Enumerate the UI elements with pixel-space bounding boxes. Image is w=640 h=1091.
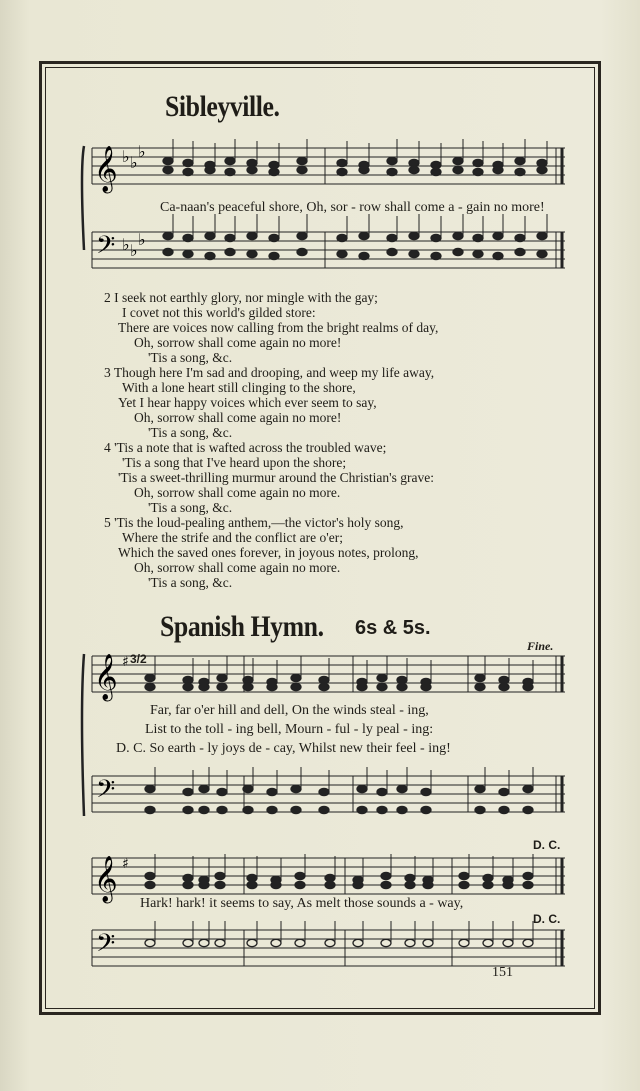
notehead — [387, 157, 397, 164]
notehead — [397, 806, 407, 813]
hymn-title-spanish-hymn: Spanish Hymn. — [160, 610, 324, 643]
notehead — [397, 676, 407, 683]
notehead — [337, 234, 347, 241]
notehead — [421, 788, 431, 795]
verse-line: Oh, sorrow shall come again no more! — [134, 410, 342, 425]
notehead — [319, 788, 329, 795]
notehead — [271, 881, 281, 888]
notehead — [199, 683, 209, 690]
spanish-lyrics-1: Far, far o'er hill and dell, On the winds steal - ing, — [150, 703, 429, 718]
notehead — [515, 157, 525, 164]
svg-text:♯: ♯ — [122, 654, 129, 670]
notehead — [473, 234, 483, 241]
spanish-lyrics-4: Hark! hark! it seems to say, As melt those sounds a - way, — [140, 896, 464, 911]
spanish-lyrics-2: List to the toll - ing bell, Mourn - ful - ly peal - ing: — [145, 722, 434, 737]
hymn-title-sibleyville: Sibleyville. — [165, 90, 280, 123]
notehead — [319, 676, 329, 683]
notehead — [475, 683, 485, 690]
notehead — [431, 161, 441, 168]
notehead — [269, 168, 279, 175]
notehead — [397, 683, 407, 690]
treble-staff-2 — [80, 646, 570, 706]
verse-line: Which the saved ones forever, in joyous notes, prolong, — [118, 545, 419, 560]
notehead — [183, 874, 193, 881]
verse-line: 4 'Tis a note that is wafted across the troubled wave; — [104, 440, 387, 455]
notehead — [243, 785, 253, 792]
notehead — [475, 806, 485, 813]
notehead — [515, 168, 525, 175]
notehead — [199, 939, 209, 946]
notehead — [523, 872, 533, 879]
notehead — [325, 881, 335, 888]
notehead — [291, 683, 301, 690]
notehead — [473, 168, 483, 175]
dc-marking-upper: D. C. — [533, 838, 561, 852]
verse-line: 3 Though here I'm sad and drooping, and weep my life away, — [104, 365, 435, 380]
time-signature: 3/2 — [130, 652, 147, 666]
notehead — [515, 248, 525, 255]
notehead — [267, 788, 277, 795]
notehead — [499, 788, 509, 795]
verse-line: 'Tis a song, &c. — [148, 575, 233, 590]
hymn1-lyric-line: Ca-naan's peaceful shore, Oh, sor - row shall come a - gain no more! — [160, 200, 545, 215]
page-number: 151 — [492, 965, 513, 980]
notehead — [397, 785, 407, 792]
notehead — [537, 166, 547, 173]
notehead — [199, 881, 209, 888]
svg-text:♭: ♭ — [138, 230, 146, 249]
notehead — [247, 874, 257, 881]
notehead — [217, 674, 227, 681]
notehead — [483, 939, 493, 946]
notehead — [145, 785, 155, 792]
notehead — [145, 674, 155, 681]
notehead — [483, 881, 493, 888]
notehead — [475, 674, 485, 681]
verse-line: Oh, sorrow shall come again no more. — [134, 560, 341, 575]
notehead — [183, 250, 193, 257]
notehead — [377, 806, 387, 813]
notehead — [377, 674, 387, 681]
notehead — [183, 159, 193, 166]
verse-5 — [104, 515, 419, 590]
notehead — [163, 232, 173, 239]
notehead — [523, 806, 533, 813]
notehead — [217, 788, 227, 795]
notehead — [537, 232, 547, 239]
notehead — [493, 166, 503, 173]
notehead — [297, 232, 307, 239]
notehead — [205, 252, 215, 259]
notehead — [183, 806, 193, 813]
notehead — [297, 166, 307, 173]
notehead — [453, 232, 463, 239]
notehead — [291, 785, 301, 792]
notehead — [183, 683, 193, 690]
notehead — [183, 234, 193, 241]
notehead — [269, 161, 279, 168]
notehead — [269, 252, 279, 259]
notehead — [493, 232, 503, 239]
notehead — [423, 939, 433, 946]
svg-text:𝄢: 𝄢 — [96, 775, 116, 810]
notehead — [409, 159, 419, 166]
notehead — [297, 157, 307, 164]
notehead — [295, 872, 305, 879]
notehead — [499, 676, 509, 683]
verse-line: 2 I seek not earthly glory, nor mingle with the gay; — [104, 290, 378, 305]
notehead — [243, 683, 253, 690]
notehead — [243, 806, 253, 813]
notehead — [423, 881, 433, 888]
notehead — [247, 881, 257, 888]
notehead — [503, 881, 513, 888]
notehead — [409, 166, 419, 173]
notehead — [243, 676, 253, 683]
notehead — [215, 939, 225, 946]
notehead — [337, 250, 347, 257]
verse-line: Oh, sorrow shall come again no more! — [134, 335, 342, 350]
notehead — [269, 234, 279, 241]
notehead — [325, 874, 335, 881]
spanish-lyrics-3: D. C. So earth - ly joys de - cay, Whilst new their feel - ing! — [116, 741, 451, 756]
notehead — [431, 252, 441, 259]
notehead — [523, 939, 533, 946]
notehead — [353, 881, 363, 888]
notehead — [145, 806, 155, 813]
verse-2 — [104, 290, 438, 365]
notehead — [163, 157, 173, 164]
notehead — [225, 157, 235, 164]
notehead — [357, 806, 367, 813]
notehead — [183, 881, 193, 888]
notehead — [199, 806, 209, 813]
notehead — [145, 872, 155, 879]
notehead — [225, 248, 235, 255]
notehead — [537, 159, 547, 166]
notehead — [499, 806, 509, 813]
notehead — [475, 785, 485, 792]
notehead — [503, 939, 513, 946]
notehead — [163, 166, 173, 173]
notehead — [291, 674, 301, 681]
hymn-meter: 6s & 5s. — [355, 617, 431, 639]
dc-marking-lower: D. C. — [533, 912, 561, 926]
notehead — [337, 159, 347, 166]
notehead — [319, 806, 329, 813]
notehead — [295, 939, 305, 946]
notehead — [217, 683, 227, 690]
notehead — [431, 234, 441, 241]
notehead — [247, 166, 257, 173]
notehead — [295, 881, 305, 888]
notehead — [377, 788, 387, 795]
verse-line: 5 'Tis the loud-pealing anthem,—the victor's holy song, — [104, 515, 404, 530]
verse-line: Where the strife and the conflict are o'er; — [122, 530, 343, 545]
notehead — [325, 939, 335, 946]
notehead — [291, 806, 301, 813]
notehead — [247, 250, 257, 257]
notehead — [387, 248, 397, 255]
notehead — [421, 806, 431, 813]
notehead — [405, 874, 415, 881]
notehead — [247, 232, 257, 239]
svg-text:𝄢: 𝄢 — [96, 231, 116, 266]
notehead — [523, 785, 533, 792]
notehead — [205, 166, 215, 173]
verse-line: I covet not this world's gilded store: — [122, 305, 316, 320]
notehead — [183, 939, 193, 946]
notehead — [459, 881, 469, 888]
notehead — [225, 168, 235, 175]
notehead — [377, 683, 387, 690]
notehead — [353, 939, 363, 946]
notehead — [267, 806, 277, 813]
notehead — [225, 234, 235, 241]
notehead — [453, 248, 463, 255]
bass-staff-1 — [80, 222, 570, 282]
notehead — [473, 159, 483, 166]
notehead — [357, 683, 367, 690]
notehead — [409, 250, 419, 257]
svg-text:♭: ♭ — [130, 153, 138, 172]
svg-text:♭: ♭ — [122, 147, 130, 166]
notehead — [359, 252, 369, 259]
notehead — [431, 168, 441, 175]
fine-marking: Fine. — [527, 639, 554, 653]
verse-line: Oh, sorrow shall come again no more. — [134, 485, 341, 500]
notehead — [523, 683, 533, 690]
notehead — [267, 683, 277, 690]
notehead — [537, 250, 547, 257]
notehead — [453, 166, 463, 173]
notehead — [359, 166, 369, 173]
svg-text:♭: ♭ — [138, 142, 146, 161]
verse-3 — [104, 365, 434, 440]
notehead — [183, 168, 193, 175]
svg-text:𝄞: 𝄞 — [94, 856, 118, 902]
notehead — [421, 683, 431, 690]
notehead — [297, 248, 307, 255]
verse-line: 'Tis a song, &c. — [148, 425, 233, 440]
svg-text:♭: ♭ — [130, 241, 138, 260]
notehead — [499, 683, 509, 690]
notehead — [381, 939, 391, 946]
notehead — [199, 785, 209, 792]
bass-staff-2 — [80, 766, 570, 826]
notehead — [381, 881, 391, 888]
notehead — [215, 872, 225, 879]
verse-line: 'Tis a song, &c. — [148, 500, 233, 515]
notehead — [453, 157, 463, 164]
notehead — [163, 248, 173, 255]
notehead — [271, 939, 281, 946]
verse-line: Yet I hear happy voices which ever seem to say, — [118, 395, 377, 410]
notehead — [145, 881, 155, 888]
notehead — [247, 939, 257, 946]
notehead — [405, 939, 415, 946]
notehead — [459, 872, 469, 879]
verse-line: There are voices now calling from the bright realms of day, — [118, 320, 439, 335]
notehead — [247, 159, 257, 166]
notehead — [405, 881, 415, 888]
svg-text:♯: ♯ — [122, 856, 129, 872]
verse-line: 'Tis a sweet-thrilling murmur around the Christian's grave: — [118, 470, 434, 485]
notehead — [515, 234, 525, 241]
notehead — [145, 939, 155, 946]
notehead — [183, 788, 193, 795]
verse-4 — [104, 440, 434, 515]
notehead — [205, 232, 215, 239]
notehead — [387, 168, 397, 175]
verse-line: 'Tis a song that I've heard upon the shore; — [122, 455, 347, 470]
notehead — [409, 232, 419, 239]
notehead — [523, 881, 533, 888]
svg-text:𝄞: 𝄞 — [94, 146, 118, 192]
notehead — [387, 234, 397, 241]
notehead — [473, 250, 483, 257]
verse-line: 'Tis a song, &c. — [148, 350, 233, 365]
notehead — [319, 683, 329, 690]
notehead — [357, 785, 367, 792]
notehead — [217, 806, 227, 813]
svg-text:𝄢: 𝄢 — [96, 929, 116, 964]
notehead — [459, 939, 469, 946]
notehead — [483, 874, 493, 881]
notehead — [493, 252, 503, 259]
notehead — [215, 881, 225, 888]
notehead — [183, 676, 193, 683]
svg-text:♭: ♭ — [122, 235, 130, 254]
treble-staff-1 — [80, 138, 570, 198]
svg-text:𝄞: 𝄞 — [94, 654, 118, 700]
notehead — [381, 872, 391, 879]
notehead — [337, 168, 347, 175]
verse-line: With a lone heart still clinging to the shore, — [122, 380, 356, 395]
notehead — [359, 232, 369, 239]
notehead — [145, 683, 155, 690]
